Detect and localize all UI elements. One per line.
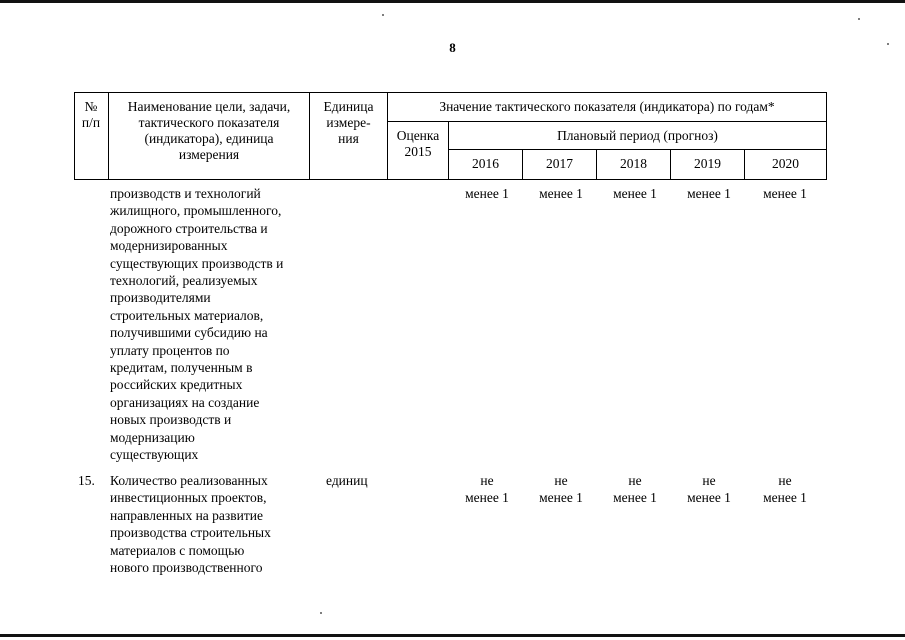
row-number: 15.: [78, 473, 95, 488]
header-estimate: Оценка 2015: [396, 128, 440, 159]
page-bottom-border: [0, 634, 905, 637]
row-value: не менее 1: [465, 473, 509, 505]
scan-speck: [858, 18, 860, 20]
row-value: не менее 1: [763, 473, 807, 505]
header-number: № п/п: [81, 99, 101, 130]
header-year: 2020: [772, 156, 799, 171]
table-header: [74, 92, 827, 180]
header-bottom-line: [74, 179, 827, 180]
header-year: 2017: [546, 156, 573, 171]
header-unit: Единица измере- ния: [323, 99, 374, 146]
row-value: менее 1: [465, 186, 509, 201]
header-planned-divider: [448, 149, 827, 150]
row-value: менее 1: [763, 186, 807, 201]
header-values: Значение тактического показателя (индикатора) по годам*: [439, 99, 775, 114]
header-year: 2018: [620, 156, 647, 171]
row-value: не менее 1: [539, 473, 583, 505]
row-unit: единиц: [326, 473, 368, 488]
row-value: не менее 1: [687, 473, 731, 505]
header-name: Наименование цели, задачи, тактического показателя (индикатора), единица измерения: [127, 99, 291, 162]
scan-speck: [382, 14, 384, 16]
header-planned: Плановый период (прогноз): [557, 128, 718, 143]
header-top-line: [74, 92, 827, 93]
header-year: 2016: [472, 156, 499, 171]
header-year: 2019: [694, 156, 721, 171]
page-top-border: [0, 0, 905, 3]
row-value: менее 1: [687, 186, 731, 201]
scan-speck: [320, 612, 322, 614]
row-value: менее 1: [613, 186, 657, 201]
row-name: Количество реализованных инвестиционных проектов, направленных на развитие производства строительных материалов с помощью нового производственного: [110, 473, 271, 576]
row-name: производств и технологий жилищного, промышленного, дорожного строительства и модернизированных существующих производств и технологий, реализуемых производителями строительных материалов, получившими субсидию на уплату процентов по кредитам, полученным в российских кредитных организациях на создание новых производств и модернизацию существующих: [110, 186, 284, 463]
page-number: 8: [449, 40, 456, 55]
header-values-divider: [387, 121, 827, 122]
row-value: менее 1: [539, 186, 583, 201]
row-value: не менее 1: [613, 473, 657, 505]
header-right-edge: [826, 92, 827, 180]
